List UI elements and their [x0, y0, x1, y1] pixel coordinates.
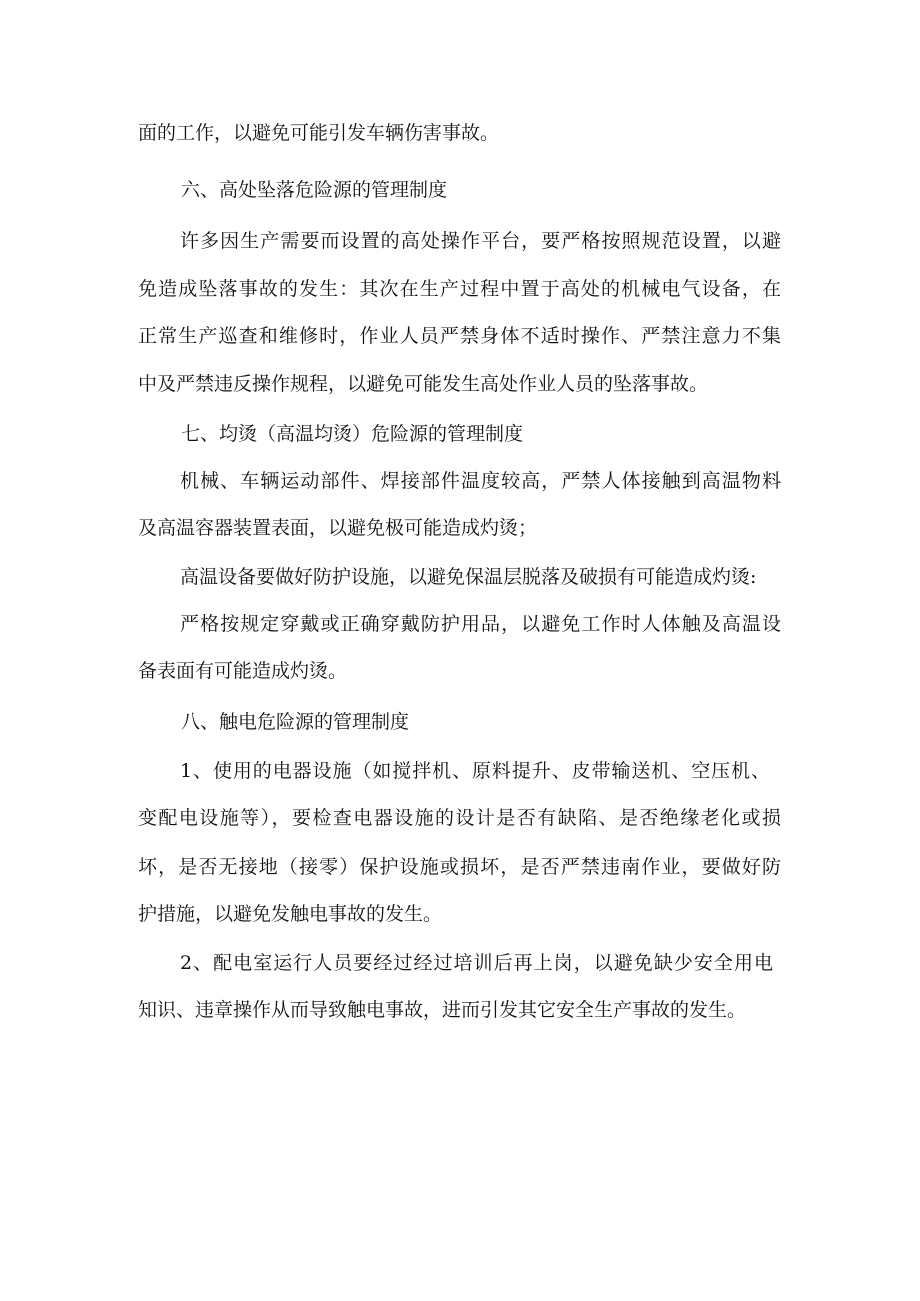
- paragraph-line: 坏，是否无接地（接零）保护设施或损坏，是否严禁违南作业，要做好防: [138, 856, 781, 878]
- paragraph-line: 及高温容器装置表面，以避免极可能造成灼烫；: [138, 517, 538, 539]
- paragraph-line: 2、配电室运行人员要经过经过培训后再上岗，以避免缺少安全用电: [180, 952, 773, 974]
- paragraph-line: 中及严禁违反操作规程，以避免可能发生高处作业人员的坠落事故。: [138, 373, 709, 395]
- paragraph-line: 高温设备要做好防护设施，以避免保温层脱落及破损有可能造成灼烫:: [180, 566, 757, 588]
- paragraph-line: 1、使用的电器设施（如搅拌机、原料提升、皮带输送机、空压机、: [180, 760, 770, 782]
- paragraph-line: 备表面有可能造成灼烫。: [138, 660, 348, 682]
- section-heading-6: 六、高处坠落危险源的管理制度: [181, 179, 448, 201]
- paragraph-line: 护措施，以避免发触电事故的发生。: [138, 903, 443, 925]
- paragraph-line: 知识、违章操作从而导致触电事故，进而引发其它安全生产事故的发生。: [138, 999, 747, 1021]
- paragraph-line: 免造成坠落事故的发生：其次在生产过程中置于高处的机械电气设备，在: [138, 278, 781, 300]
- paragraph-line: 变配电设施等），要检查电器设施的设计是否有缺陷、是否绝缘老化或损: [138, 807, 781, 829]
- paragraph-line: 正常生产巡查和维修时，作业人员严禁身体不适时操作、严禁注意力不集: [138, 325, 781, 347]
- paragraph-line: 严格按规定穿戴或正确穿戴防护用品，以避免工作时人体触及高温设: [180, 613, 781, 635]
- paragraph-line: 机械、车辆运动部件、焊接部件温度较高，严禁人体接触到高温物料: [180, 470, 781, 492]
- section-heading-8: 八、触电危险源的管理制度: [181, 711, 410, 733]
- paragraph-line: 面的工作，以避免可能引发车辆伤害事故。: [138, 122, 500, 144]
- section-heading-7: 七、均烫（高温均烫）危险源的管理制度: [181, 423, 524, 445]
- paragraph-line: 许多因生产需要而设置的高处操作平台，要严格按照规范设置，以避: [180, 230, 781, 252]
